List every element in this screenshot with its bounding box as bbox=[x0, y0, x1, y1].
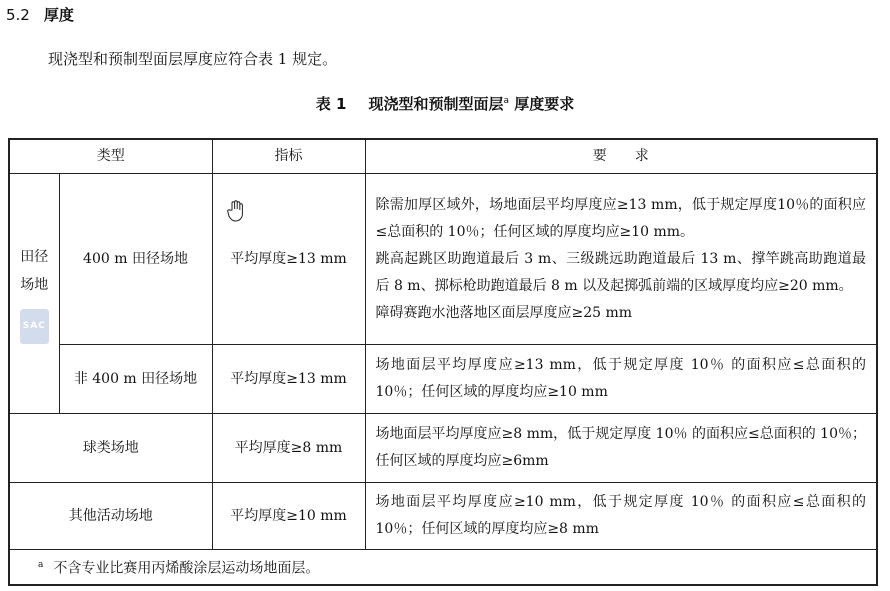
group-label-line2: 场地 bbox=[20, 277, 49, 293]
header-requirement: 要 求 bbox=[365, 139, 877, 174]
row-type: 非 400 m 田径场地 bbox=[59, 345, 212, 414]
table-row bbox=[9, 414, 877, 483]
table-caption bbox=[0, 93, 890, 114]
row-indicator: 平均厚度≥13 mm bbox=[212, 345, 365, 414]
row-type: 其他活动场地 bbox=[9, 483, 212, 550]
table-caption-title: 现浇型和预制型面层 bbox=[368, 95, 504, 113]
table-caption-number: 表 1 bbox=[315, 95, 347, 113]
section-number: 5.2 bbox=[6, 6, 30, 24]
row-requirement: 场地面层平均厚度应≥10 mm，低于规定厚度 10％ 的面积应≤总面积的 10％；任何区域的厚度均应≥8 mm bbox=[365, 483, 877, 550]
intro-paragraph: 现浇型和预制型面层厚度应符合表 1 规定。 bbox=[48, 50, 338, 68]
section-title: 厚度 bbox=[43, 6, 74, 24]
table-caption-title-suffix: 厚度要求 bbox=[508, 95, 575, 113]
thickness-requirements-table bbox=[8, 138, 878, 586]
row-indicator: 平均厚度≥10 mm bbox=[212, 483, 365, 550]
row-requirement: 场地面层平均厚度应≥13 mm，低于规定厚度 10％ 的面积应≤总面积的 10％；任何区域的厚度均应≥10 mm bbox=[365, 345, 877, 414]
footnote-marker: a bbox=[38, 559, 44, 570]
table-row bbox=[9, 345, 877, 414]
hand-cursor-icon bbox=[226, 200, 246, 222]
footnote-text: 不含专业比赛用丙烯酸涂层运动场地面层。 bbox=[53, 560, 320, 577]
requirement-line: 跳高起跳区助跑道最后 3 m、三级跳远助跑道最后 13 m、撑竿跳高助跑道最后 8 m、掷标枪助跑道最后 8 m 以及起掷弧前端的区域厚度均应≥20 mm。 bbox=[375, 250, 866, 294]
row-indicator: 平均厚度≥8 mm bbox=[212, 414, 365, 483]
section-heading bbox=[6, 4, 74, 25]
track-field-group-cell bbox=[9, 174, 59, 414]
sac-watermark-logo: SAC bbox=[20, 309, 49, 344]
requirement-line: 除需加厚区域外，场地面层平均厚度应≥13 mm，低于规定厚度10％的面积应≤总面积的 10％；任何区域的厚度均应≥10 mm。 bbox=[375, 196, 866, 240]
header-indicator: 指标 bbox=[212, 139, 365, 174]
row-type: 球类场地 bbox=[9, 414, 212, 483]
table-row bbox=[9, 174, 877, 345]
table-footnote bbox=[9, 550, 877, 586]
row-type: 400 m 田径场地 bbox=[59, 174, 212, 345]
row-requirement bbox=[365, 174, 877, 345]
table-caption-footnote-marker: a bbox=[503, 96, 509, 106]
row-indicator: 平均厚度≥13 mm bbox=[212, 174, 365, 345]
table-row bbox=[9, 483, 877, 550]
row-requirement: 场地面层平均厚度应≥8 mm，低于规定厚度 10％ 的面积应≤总面积的 10％；任何区域的厚度均应≥6mm bbox=[365, 414, 877, 483]
table-header-row bbox=[9, 139, 877, 174]
table-footnote-row bbox=[9, 550, 877, 586]
header-type: 类型 bbox=[9, 139, 212, 174]
requirement-line: 障碍赛跑水池落地区面层厚度应≥25 mm bbox=[375, 304, 633, 321]
group-label-line1: 田径 bbox=[20, 249, 49, 265]
